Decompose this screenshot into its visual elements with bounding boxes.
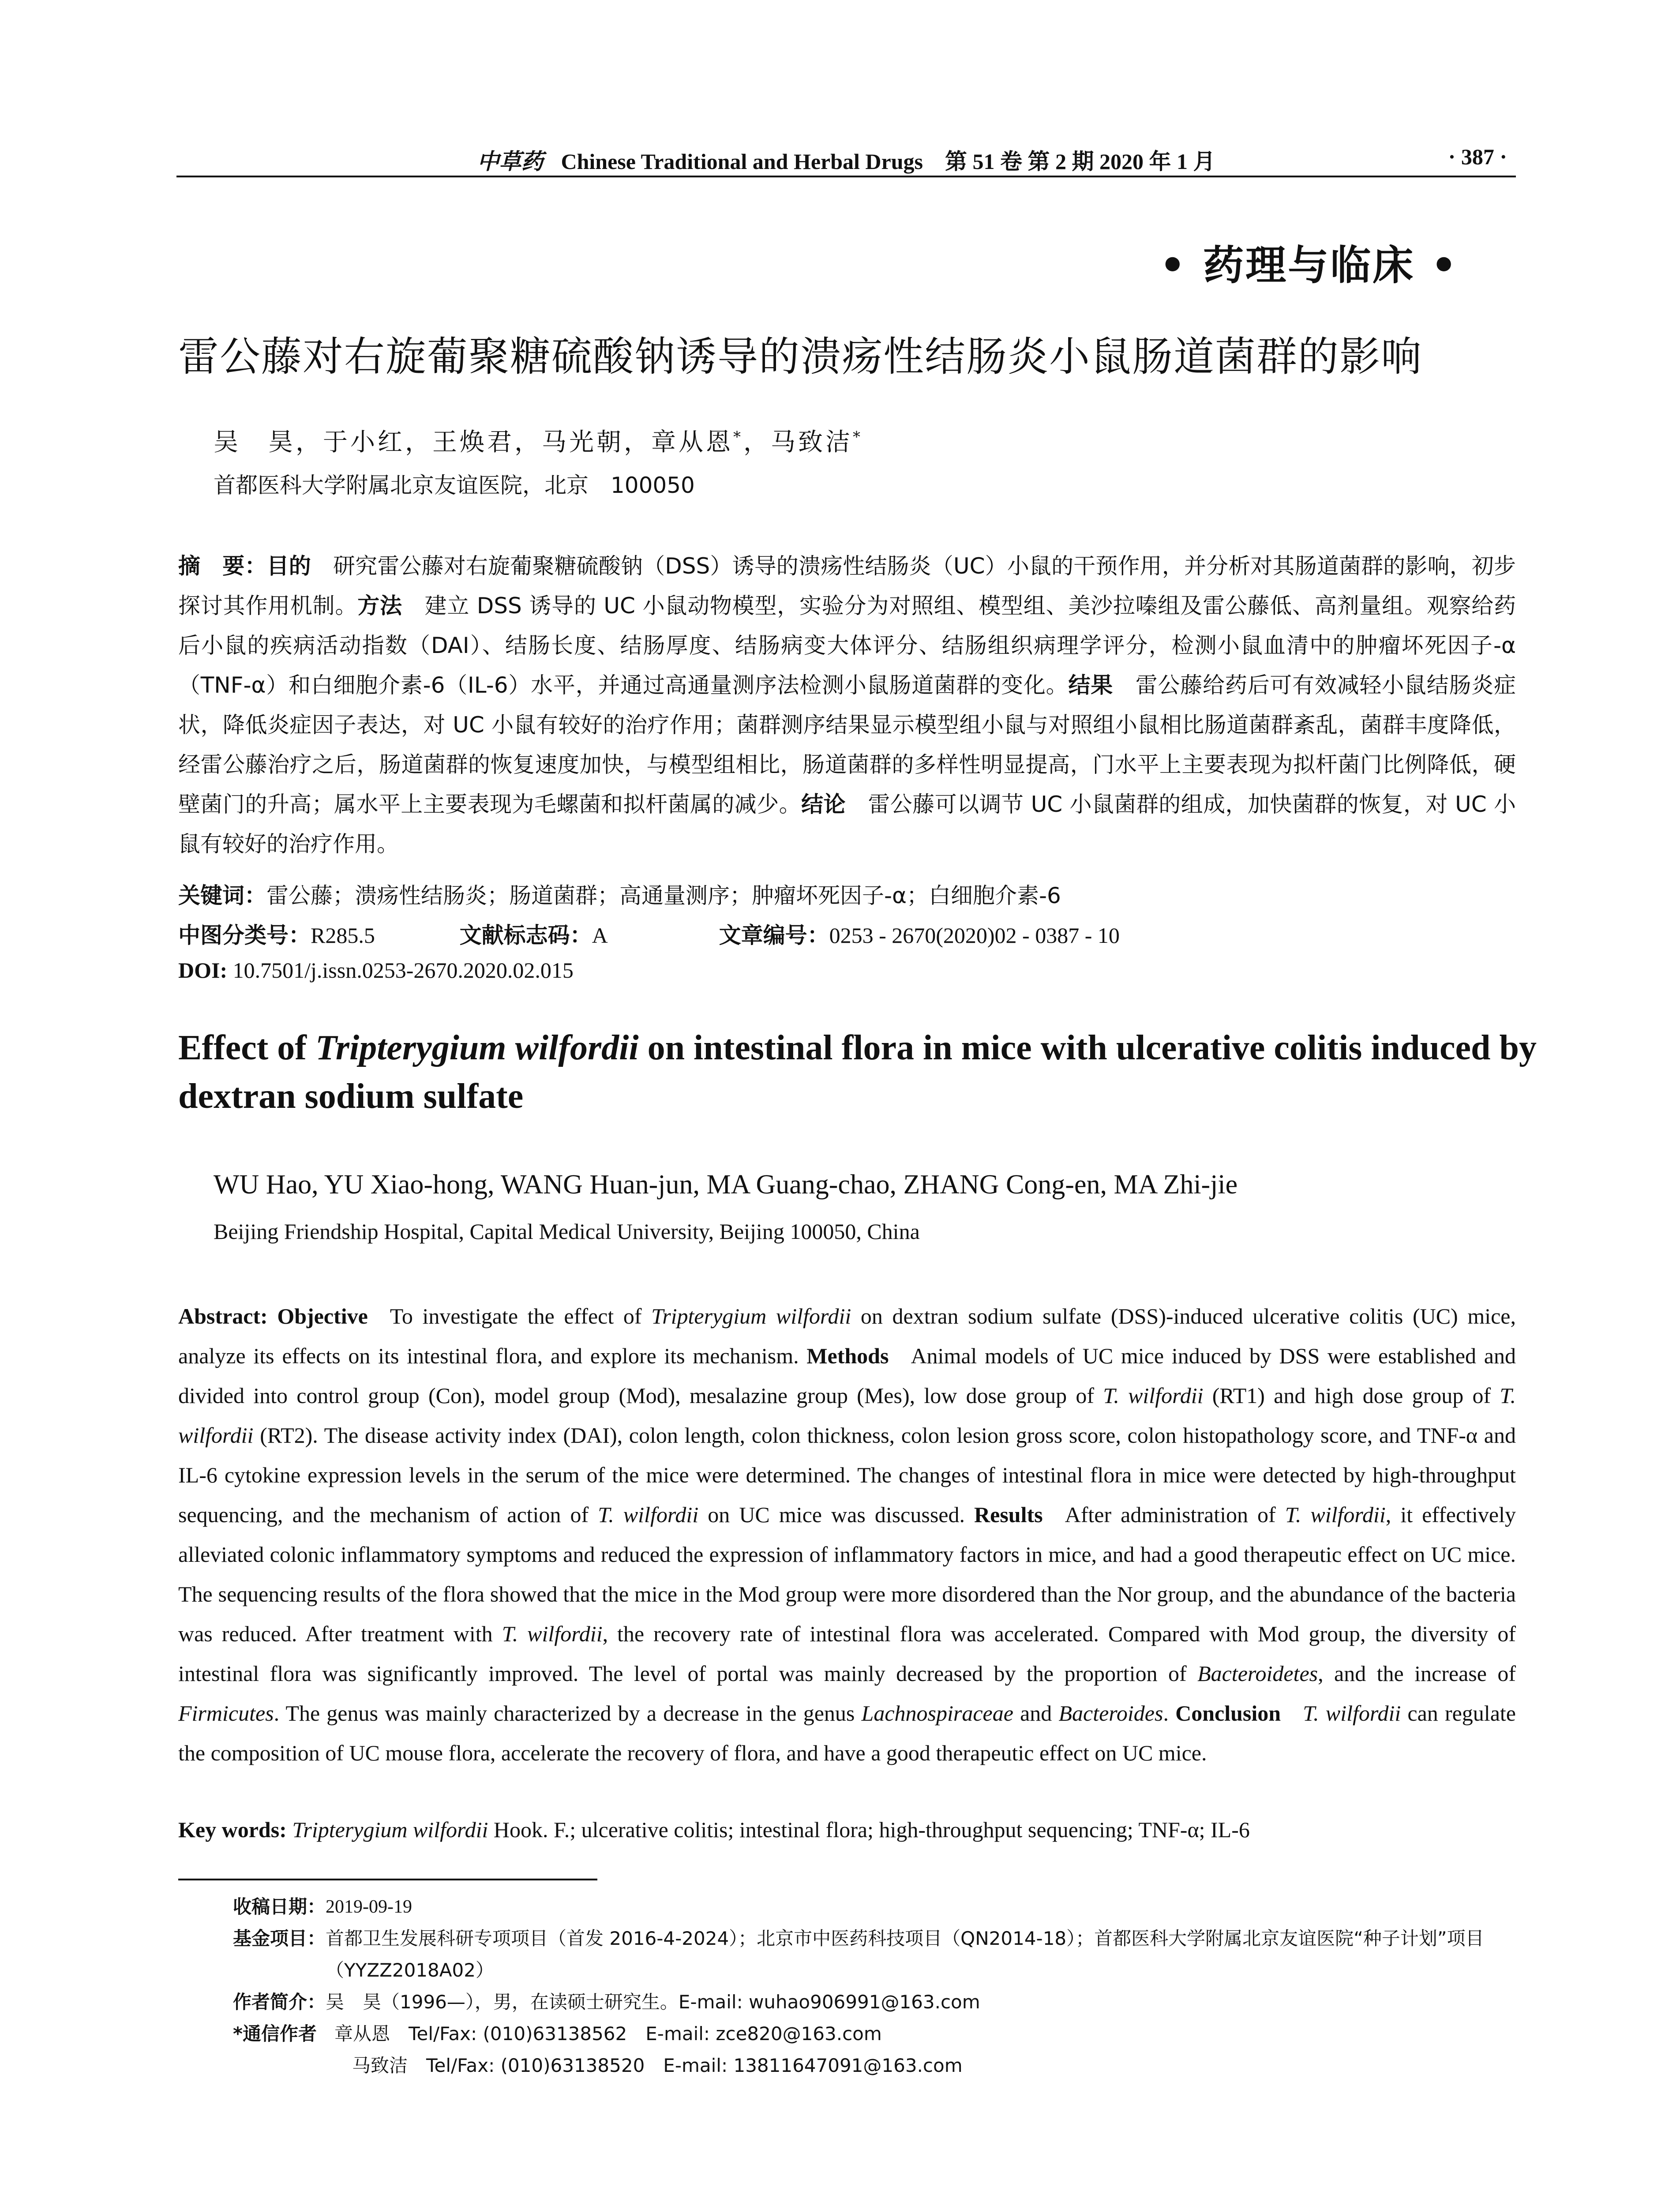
footnote-label: 作者简介： — [233, 1991, 326, 2013]
doi-line — [178, 957, 574, 983]
title-en-post: on intestinal flora in mice with ulcerative colitis induced by dextran sodium sulfate — [178, 1028, 1537, 1116]
abstract-text: and — [1013, 1701, 1059, 1726]
section-label: • 药理与临床 • — [1159, 241, 1459, 289]
corresponding-mark: * — [733, 428, 743, 446]
footnote-label: 基金项目： — [233, 1928, 326, 1949]
journal-name-cn: 中草药 — [477, 149, 544, 174]
abstract-label-en: Abstract: Objective — [178, 1304, 368, 1328]
article-no-label: 文章编号： — [719, 923, 829, 948]
abstract-en — [178, 1296, 1516, 1773]
affiliation-en: Beijing Friendship Hospital, Capital Medical University, Beijing 100050, China — [214, 1219, 920, 1244]
species-name: T. wilfordii — [1285, 1502, 1386, 1527]
keywords-text-en: Hook. F.; ulcerative colitis; intestinal flora; high-throughput sequencing; TNF-α; IL-6 — [488, 1817, 1250, 1842]
taxon-name: Lachnospiraceae — [861, 1701, 1013, 1726]
abstract-cn — [178, 546, 1516, 864]
methods-label-cn: 方法 — [357, 593, 402, 619]
title-cn: 雷公藤对右旋葡聚糖硫酸钠诱导的溃疡性结肠炎小鼠肠道菌群的影响 — [178, 333, 1423, 380]
species-name: T. wilfordii — [1303, 1701, 1401, 1726]
doi-value: 10.7501/j.issn.0253-2670.2020.02.015 — [232, 958, 574, 983]
article-no-value: 0253 - 2670(2020)02 - 0387 - 10 — [829, 923, 1120, 948]
species-name: T. wilfordii — [598, 1502, 699, 1527]
running-header — [176, 140, 1516, 177]
abstract-text: (RT1) and high dose group of — [1203, 1383, 1500, 1408]
doc-code-label: 文献标志码： — [459, 923, 592, 948]
abstract-text: To investigate the effect of — [390, 1304, 652, 1328]
title-en-species: Tripterygium wilfordii — [315, 1028, 639, 1067]
footnotes — [233, 1891, 1517, 2082]
keywords-species: Tripterygium wilfordii — [292, 1817, 488, 1842]
taxon-name: Bacteroides — [1058, 1701, 1163, 1726]
keywords-cn — [178, 878, 1061, 910]
corresponding-mark: * — [853, 428, 863, 446]
footnote-label: 收稿日期： — [233, 1896, 326, 1917]
abstract-text: can regulate the composition of UC mouse flora, accelerate the recovery of flora, and have a good therapeutic effect on UC mice. — [178, 1701, 1516, 1765]
objective-text-cn: 研究雷公藤对右旋葡聚糖硫酸钠（DSS）诱导的溃疡性结肠炎（UC）小鼠的干预作用，并分析对其肠道菌群的影响，初步探讨其作用机制。 — [178, 553, 1516, 619]
keywords-text-cn: 雷公藤；溃疡性结肠炎；肠道菌群；高通量测序；肿瘤坏死因子-α；白细胞介素-6 — [266, 883, 1061, 908]
page-number: · 387 · — [1448, 144, 1507, 169]
abstract-text: (RT2). The disease activity index (DAI), colon length, colon thickness, colon lesion gross score, colon histopathology score, and TNF-α and IL-6 cytokine expression levels in the serum of the mice were determined. The changes of intestinal flora in mice were detected by high-throughput sequencing, and the mechanism of action of — [178, 1423, 1516, 1527]
results-label-cn: 结果 — [1068, 672, 1113, 698]
clc-label: 中图分类号： — [178, 923, 311, 948]
species-name: Tripterygium wilfordii — [651, 1304, 851, 1328]
authors-cn-main: 吴 昊，于小红，王焕君，马光朝，章从恩 — [214, 428, 733, 457]
affiliation-cn: 首都医科大学附属北京友谊医院，北京 100050 — [214, 473, 695, 498]
classification-line — [178, 918, 1120, 949]
footnote-value: 2019-09-19 — [326, 1897, 412, 1917]
taxon-name: Firmicutes — [178, 1701, 274, 1726]
abstract-text: , it effectively alleviated colonic inflammatory symptoms and reduced the expression of inflammatory factors in mice, and had a good therapeutic effect on UC mice. The sequencing results of the flora showed that the mice in the Mod group were more disordered than the Nor group, and the abundance of the bacteria was reduced. After treatment with — [178, 1502, 1516, 1646]
keywords-label-cn: 关键词： — [178, 883, 266, 908]
authors-en: WU Hao, YU Xiao-hong, WANG Huan-jun, MA Guang-chao, ZHANG Cong-en, MA Zhi-jie — [214, 1170, 1238, 1200]
abstract-text: on dextran sodium sulfate (DSS)-induced ulcerative colitis (UC) mice, analyze its effects on its intestinal flora, and explore its mechanism. — [178, 1304, 1516, 1368]
species-name: T. wilfordii — [178, 1383, 1516, 1448]
footnote-author — [233, 1986, 1517, 2018]
footnote-fund — [233, 1923, 1517, 1986]
conclusion-label-cn: 结论 — [801, 792, 846, 817]
footnote-value: 吴 昊（1996—），男，在读硕士研究生。E-mail: wuhao906991@163.com — [326, 1991, 980, 2013]
footnote-corresponding — [233, 2018, 1517, 2050]
doi-label: DOI: — [178, 958, 228, 983]
objective-label-cn: 目的 — [266, 553, 311, 579]
keywords-en — [178, 1817, 1516, 1842]
title-en-pre: Effect of — [178, 1028, 315, 1067]
footnote-value: 章从恩 Tel/Fax: (010)63138562 E-mail: zce820@163.com — [334, 2023, 882, 2045]
taxon-name: Bacteroidetes — [1197, 1661, 1318, 1686]
methods-label-en: Methods — [806, 1343, 889, 1368]
journal-info — [176, 144, 1516, 176]
footnote-received — [233, 1891, 1517, 1923]
doc-code-value: A — [592, 923, 608, 948]
journal-issue: Chinese Traditional and Herbal Drugs 第 51 卷 第 2 期 2020 年 1 月 — [561, 149, 1215, 174]
species-name: T. wilfordii — [502, 1621, 603, 1646]
abstract-label-cn: 摘 要： — [178, 553, 267, 579]
keywords-label-en: Key words: — [178, 1817, 287, 1842]
abstract-text: Animal models of UC mice induced by DSS were established and divided into control group (Con), model group (Mod), mesalazine group (Mes), low dose group of — [178, 1343, 1516, 1408]
footnote-value: 首都卫生发展科研专项项目（首发 2016-4-2024）；北京市中医药科技项目（QN2014-18）；首都医科大学附属北京友谊医院“种子计划”项目（YYZZ2018A02） — [326, 1928, 1484, 1981]
species-name: T. wilfordii — [1103, 1383, 1204, 1408]
abstract-text: on UC mice was discussed. — [698, 1502, 975, 1527]
clc-value: R285.5 — [311, 923, 375, 948]
conclusion-text-cn: 雷公藤可以调节 UC 小鼠菌群的组成，加快菌群的恢复，对 UC 小鼠有较好的治疗作用。 — [178, 792, 1516, 857]
title-en — [178, 1024, 1546, 1121]
abstract-text: , the recovery rate of intestinal flora was accelerated. Compared with Mod group, the diversity of intestinal flora was significantly improved. The level of portal was mainly decreased by the proportion of — [178, 1621, 1516, 1686]
abstract-text: After administration of — [1065, 1502, 1285, 1527]
authors-cn — [214, 423, 863, 458]
footnote-value: 马致洁 Tel/Fax: (010)63138520 E-mail: 13811647091@163.com — [352, 2055, 963, 2076]
abstract-text: . — [1163, 1701, 1176, 1726]
results-text-cn: 雷公藤给药后可有效减轻小鼠结肠炎症状，降低炎症因子表达，对 UC 小鼠有较好的治疗作用；菌群测序结果显示模型组小鼠与对照组小鼠相比肠道菌群紊乱，菌群丰度降低，经雷公藤治疗之后，肠道菌群的恢复速度加快，与模型组相比，肠道菌群的多样性明显提高，门水平上主要表现为拟杆菌门比例降低，硬壁菌门的升高；属水平上主要表现为毛螺菌和拟杆菌属的减少。 — [178, 672, 1516, 817]
footnote-label: *通信作者 — [233, 2023, 317, 2045]
abstract-text: , and the increase of — [1318, 1661, 1516, 1686]
footnote-divider — [178, 1879, 597, 1880]
conclusion-label-en: Conclusion — [1175, 1701, 1281, 1726]
authors-cn-last: ，马致洁 — [743, 428, 853, 457]
abstract-text: . The genus was mainly characterized by a decrease in the genus — [274, 1701, 862, 1726]
results-label-en: Results — [974, 1502, 1043, 1527]
methods-text-cn: 建立 DSS 诱导的 UC 小鼠动物模型，实验分为对照组、模型组、美沙拉嗪组及雷公藤低、高剂量组。观察给药后小鼠的疾病活动指数（DAI）、结肠长度、结肠厚度、结肠病变大体评分、结肠组织病理学评分，检测小鼠血清中的肿瘤坏死因子-α（TNF-α）和白细胞介素-6（IL-6）水平，并通过高通量测序法检测小鼠肠道菌群的变化。 — [178, 593, 1516, 698]
footnote-corresponding-2 — [233, 2050, 1517, 2082]
